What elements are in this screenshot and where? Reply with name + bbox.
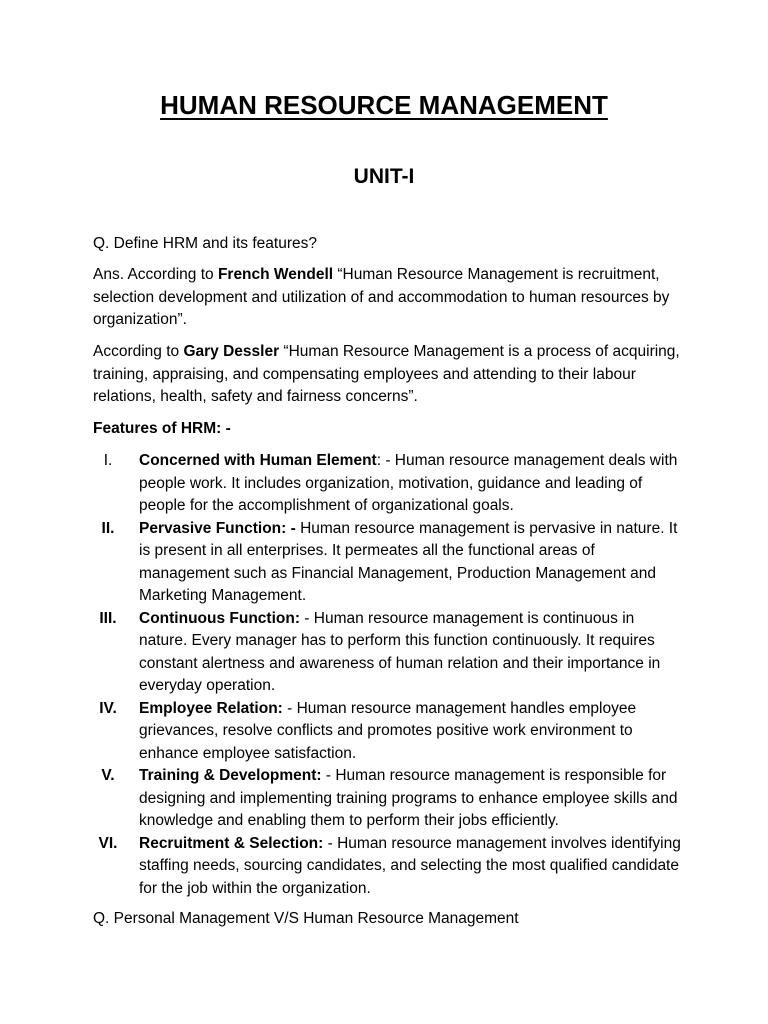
answer-2-prefix: According to	[93, 343, 184, 360]
feature-text: Human resource management is pervasive in nature. It is present in all enterprises. It permeates all the functional areas of management such as Financial Management, Production Management and Marketing Management.	[139, 519, 678, 604]
feature-number: IV.	[99, 699, 117, 717]
question-1: Q. Define HRM and its features?	[93, 235, 317, 252]
feature-text: - Human resource management handles employee grievances, resolve conflicts and promotes positive work environment to enhance employee satisfaction.	[139, 699, 637, 762]
feature-number: I.	[103, 452, 113, 469]
feature-number: VI.	[98, 834, 118, 852]
feature-item	[93, 450, 683, 518]
feature-name: Recruitment & Selection:	[139, 834, 324, 852]
feature-name: Training & Development:	[139, 767, 322, 784]
feature-name: Pervasive Function: -	[139, 519, 296, 537]
feature-number: V.	[101, 767, 115, 784]
answer-1-author: French Wendell	[217, 266, 334, 283]
feature-item	[93, 698, 683, 766]
feature-item	[93, 518, 683, 608]
feature-number: II.	[101, 519, 115, 537]
feature-item	[93, 765, 683, 833]
feature-text: - Human resource management is continuous in nature. Every manager has to perform this function continuously. It requires constant alertness and awareness of human relation and their importance in everyday operation.	[139, 609, 661, 694]
feature-item	[93, 608, 683, 698]
unit-heading: UNIT-I	[353, 165, 415, 188]
feature-text: - Human resource management involves identifying staffing needs, sourcing candidates, and selecting the most qualified candidate for the job within the organization.	[139, 834, 681, 897]
document-title: HUMAN RESOURCE MANAGEMENT	[160, 90, 608, 120]
feature-item	[93, 833, 683, 901]
feature-text: - Human resource management is responsible for designing and implementing training programs to enhance employee skills and knowledge and enabling them to perform their jobs efficiently.	[139, 767, 678, 829]
feature-name: Concerned with Human Element	[139, 452, 377, 469]
answer-2-text: “Human Resource Management is a process of acquiring, training, appraising, and compensating employees and attending to their labour relations, health, safety and fairness concerns”.	[93, 343, 680, 405]
feature-name: Employee Relation:	[139, 699, 283, 717]
answer-1-prefix: Ans. According to	[93, 266, 218, 283]
question-2: Q. Personal Management V/S Human Resource Management	[93, 910, 519, 927]
features-list	[93, 450, 683, 900]
answer-1	[93, 264, 683, 332]
answer-2	[93, 341, 683, 409]
answer-2-author: Gary Dessler	[183, 343, 280, 360]
feature-text: : - Human resource management deals with people work. It includes organization, motivation, guidance and leading of people for the accomplishment of organizational goals.	[139, 452, 678, 514]
answer-1-text: “Human Resource Management is recruitment, selection development and utilization of and accommodation to human resources by organization”.	[93, 266, 670, 328]
feature-name: Continuous Function:	[139, 609, 300, 627]
features-heading: Features of HRM: -	[93, 420, 231, 437]
feature-number: III.	[99, 609, 117, 627]
